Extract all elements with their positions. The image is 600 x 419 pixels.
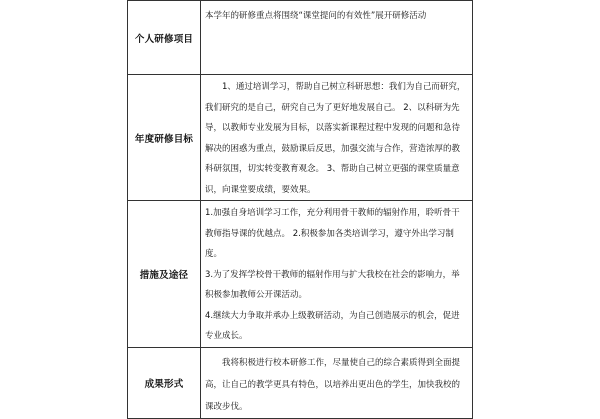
row-label-measures: 措施及途径 (128, 201, 201, 348)
measures-item-4: 4.继续大力争取并承办上级教研活动，为自己创造展示的机会，促进专业成长。 (205, 310, 460, 341)
table-row-goals (128, 75, 473, 201)
table-row-measures (128, 201, 473, 348)
table-row-project (128, 1, 473, 75)
row-label-goals: 年度研修目标 (128, 75, 201, 201)
row-content-measures (201, 201, 473, 348)
row-content-goals (201, 75, 473, 201)
row-label-project: 个人研修项目 (128, 1, 201, 75)
row-content-project (201, 1, 473, 75)
table-row-results (128, 347, 473, 418)
measures-item-3: 3.为了发挥学校骨干教师的辐射作用与扩大我校在社会的影响力，举积极参加教师公开课活动。 (205, 269, 460, 300)
results-text: 我将积极进行校本研修工作，尽量使自己的综合素质得到全面提高，让自己的教学更具有特色，以培养出更出色的学生，加快我校的课改步伐。 (205, 357, 461, 412)
goals-text: 1、通过培训学习，帮助自己树立科研思想：我们为自己而研究，我们研究的是自己，研究自己为了更好地发展自己。 2、以科研为先导，以教师专业发展为目标，以落实新课程过程中发现的问题和急待解决的困惑为重点，鼓励课后反思，加强交流与合作，营造浓厚的教科研氛围，切实转变教育观念。 3、帮助自己树立更强的课堂质量意识，向课堂要成绩，要效果。 (205, 82, 466, 195)
training-plan-table (127, 0, 473, 419)
project-text: 本学年的研修重点将围绕“课堂提问的有效性”展开研修活动 (205, 11, 427, 21)
row-content-results (201, 347, 473, 418)
row-label-results: 成果形式 (128, 347, 201, 418)
measures-item-1: 1.加强自身培训学习工作，充分利用骨干教师的辐射作用，聆听骨干教师指导课的优越点。 2.积极参加各类培训学习，遵守外出学习制度。 (205, 208, 460, 259)
